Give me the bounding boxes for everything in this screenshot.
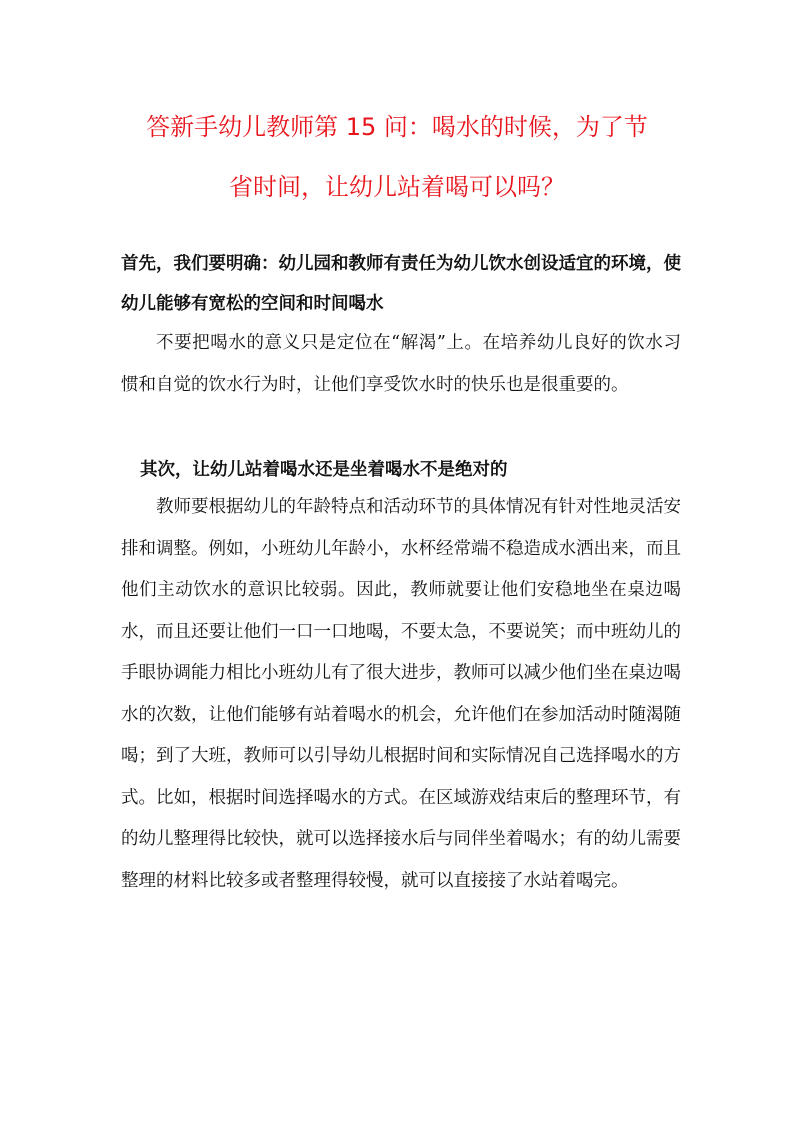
section-2-paragraph: 教师要根据幼儿的年龄特点和活动环节的具体情况有针对性地灵活安排和调整。例如，小班幼儿年龄小，水杯经常端不稳造成水洒出来，而且他们主动饮水的意识比较弱。因此，教师就要让他们安稳地坐在桌边喝水，而且还要让他们一口一口地喝，不要太急，不要说笑；而中班幼儿的手眼协调能力相比小班幼儿有了很大进步，教师可以减少他们坐在桌边喝水的次数，让他们能够有站着喝水的机会，允许他们在参加活动时随渴随喝；到了大班，教师可以引导幼儿根据时间和实际情况自己选择喝水的方式。比如，根据时间选择喝水的方式。在区域游戏结束后的整理环节，有的幼儿整理得比较快，就可以选择接水后与同伴坐着喝水；有的幼儿需要整理的材料比较多或者整理得较慢，就可以直接接了水站着喝完。 <box>121 497 681 891</box>
section-1-paragraph: 不要把喝水的意义只是定位在“解渴”上。在培养幼儿良好的饮水习惯和自觉的饮水行为时，让他们享受饮水时的快乐也是很重要的。 <box>121 333 681 395</box>
section-1-heading: 首先，我们要明确：幼儿园和教师有责任为幼儿饮水创设适宜的环境，使幼儿能够有宽松的空间和时间喝水 <box>121 254 681 314</box>
document-title-line-2: 省时间，让幼儿站着喝可以吗？ <box>229 173 565 201</box>
section-2-heading: 其次，让幼儿站着喝水还是坐着喝水不是绝对的 <box>140 460 508 480</box>
document-title-line-1: 答新手幼儿教师第 15 问：喝水的时候，为了节 <box>146 113 648 141</box>
